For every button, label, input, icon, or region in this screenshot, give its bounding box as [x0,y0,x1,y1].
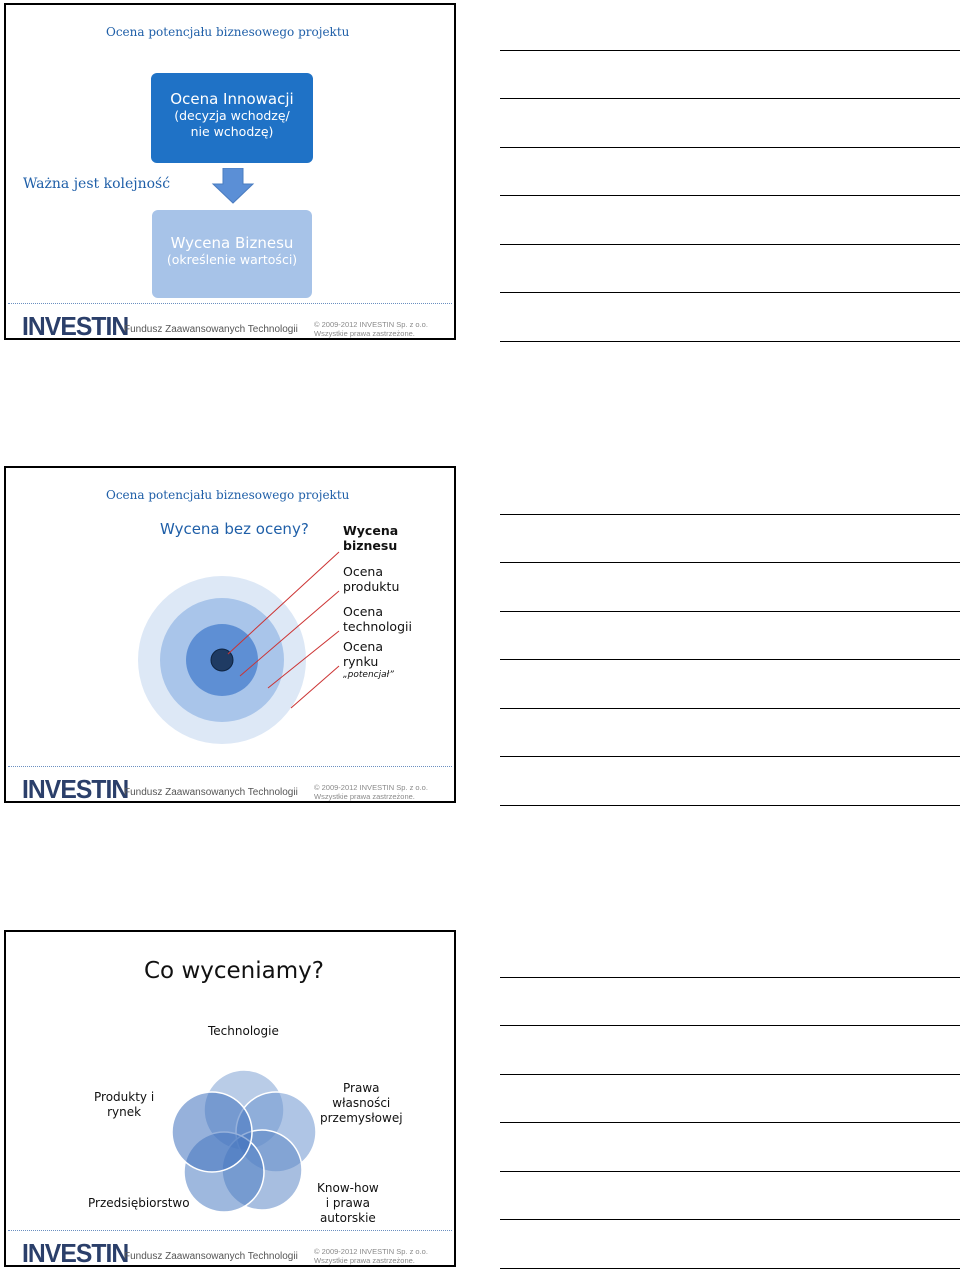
box-line: nie wchodzę) [190,124,274,139]
copyright [314,783,428,801]
label-line: własności [332,1096,391,1110]
footer-text: Fundusz Zaawansowanych Technologii [124,324,298,335]
investin-logo: INVESTIN [22,1238,129,1267]
label-line: i prawa [325,1196,370,1210]
label-line: Ocena [343,639,383,654]
slide-header: Ocena potencjału biznesowego projektu [106,488,350,502]
slide-title: Co wyceniamy? [144,958,324,984]
label-line: Know-how [317,1181,379,1195]
label-line: przemysłowej [320,1111,403,1125]
label-business-valuation [343,523,398,553]
copyright-line: © 2009-2012 INVESTIN Sp. z o.o. [314,1247,428,1256]
label-market-assessment [343,639,383,669]
copyright-line: Wszystkie prawa zastrzeżone. [314,792,415,801]
footer-divider [8,1230,452,1231]
label-potential: „potencjał” [343,670,394,680]
label-line: rynek [107,1105,142,1119]
note-line [500,514,960,515]
label-line: produktu [343,579,400,594]
copyright-line: Wszystkie prawa zastrzeżone. [314,1256,415,1265]
copyright [314,320,428,338]
label-technology-assessment [343,604,412,634]
note-line [500,244,960,245]
label-industrial-property [320,1081,403,1126]
slide-header: Ocena potencjału biznesowego projektu [106,25,350,39]
innovation-assessment-box [151,73,313,163]
business-valuation-box [152,210,312,298]
note-line [500,805,960,806]
note-line [500,341,960,342]
note-line [500,292,960,293]
label-line: biznesu [343,538,398,553]
label-line: Produkty i [94,1090,155,1104]
note-line [500,147,960,148]
arrow-down-icon [211,168,255,204]
note-line [500,659,960,660]
label-line: autorskie [319,1211,376,1225]
label-line: Ocena [343,604,383,619]
note-line [500,1122,960,1123]
note-line [500,1219,960,1220]
note-line [500,562,960,563]
note-line [500,1268,960,1269]
box-title: Ocena Innowacji [170,90,294,108]
label-line: rynku [343,654,379,669]
footer-text: Fundusz Zaawansowanych Technologii [124,1251,298,1262]
note-line [500,977,960,978]
copyright-line: Wszystkie prawa zastrzeżone. [314,329,415,338]
copyright-line: © 2009-2012 INVESTIN Sp. z o.o. [314,783,428,792]
slide-1 [4,3,456,340]
copyright-line: © 2009-2012 INVESTIN Sp. z o.o. [314,320,428,329]
slide-subtitle: Wycena bez oceny? [160,520,309,538]
venn-circle-produkty [172,1092,252,1172]
label-enterprise: Przedsiębiorstwo [88,1196,190,1210]
note-line [500,1171,960,1172]
label-line: Prawa [343,1081,380,1095]
note-line [500,195,960,196]
label-line: Ocena [343,564,383,579]
investin-logo: INVESTIN [22,774,129,803]
note-line [500,1025,960,1026]
label-line: technologii [343,619,412,634]
label-products-market [94,1090,154,1120]
note-line [500,708,960,709]
footer-divider [8,303,452,304]
box-line: (określenie wartości) [166,252,298,267]
label-technologies: Technologie [208,1024,279,1038]
note-line [500,611,960,612]
box-line: (decyzja wchodzę/ [174,108,290,123]
footer-divider [8,766,452,767]
note-line [500,1074,960,1075]
box-title: Wycena Biznesu [170,234,294,252]
slide-2 [4,466,456,803]
note-line [500,98,960,99]
label-product-assessment [343,564,399,594]
order-text: Ważna jest kolejność [23,176,171,192]
label-line: Wycena [343,523,399,538]
investin-logo: INVESTIN [22,311,129,340]
note-line [500,50,960,51]
label-knowhow-copyright [317,1181,379,1226]
note-line [500,756,960,757]
copyright [314,1247,428,1265]
slide-3 [4,930,456,1267]
footer-text: Fundusz Zaawansowanych Technologii [124,787,298,798]
